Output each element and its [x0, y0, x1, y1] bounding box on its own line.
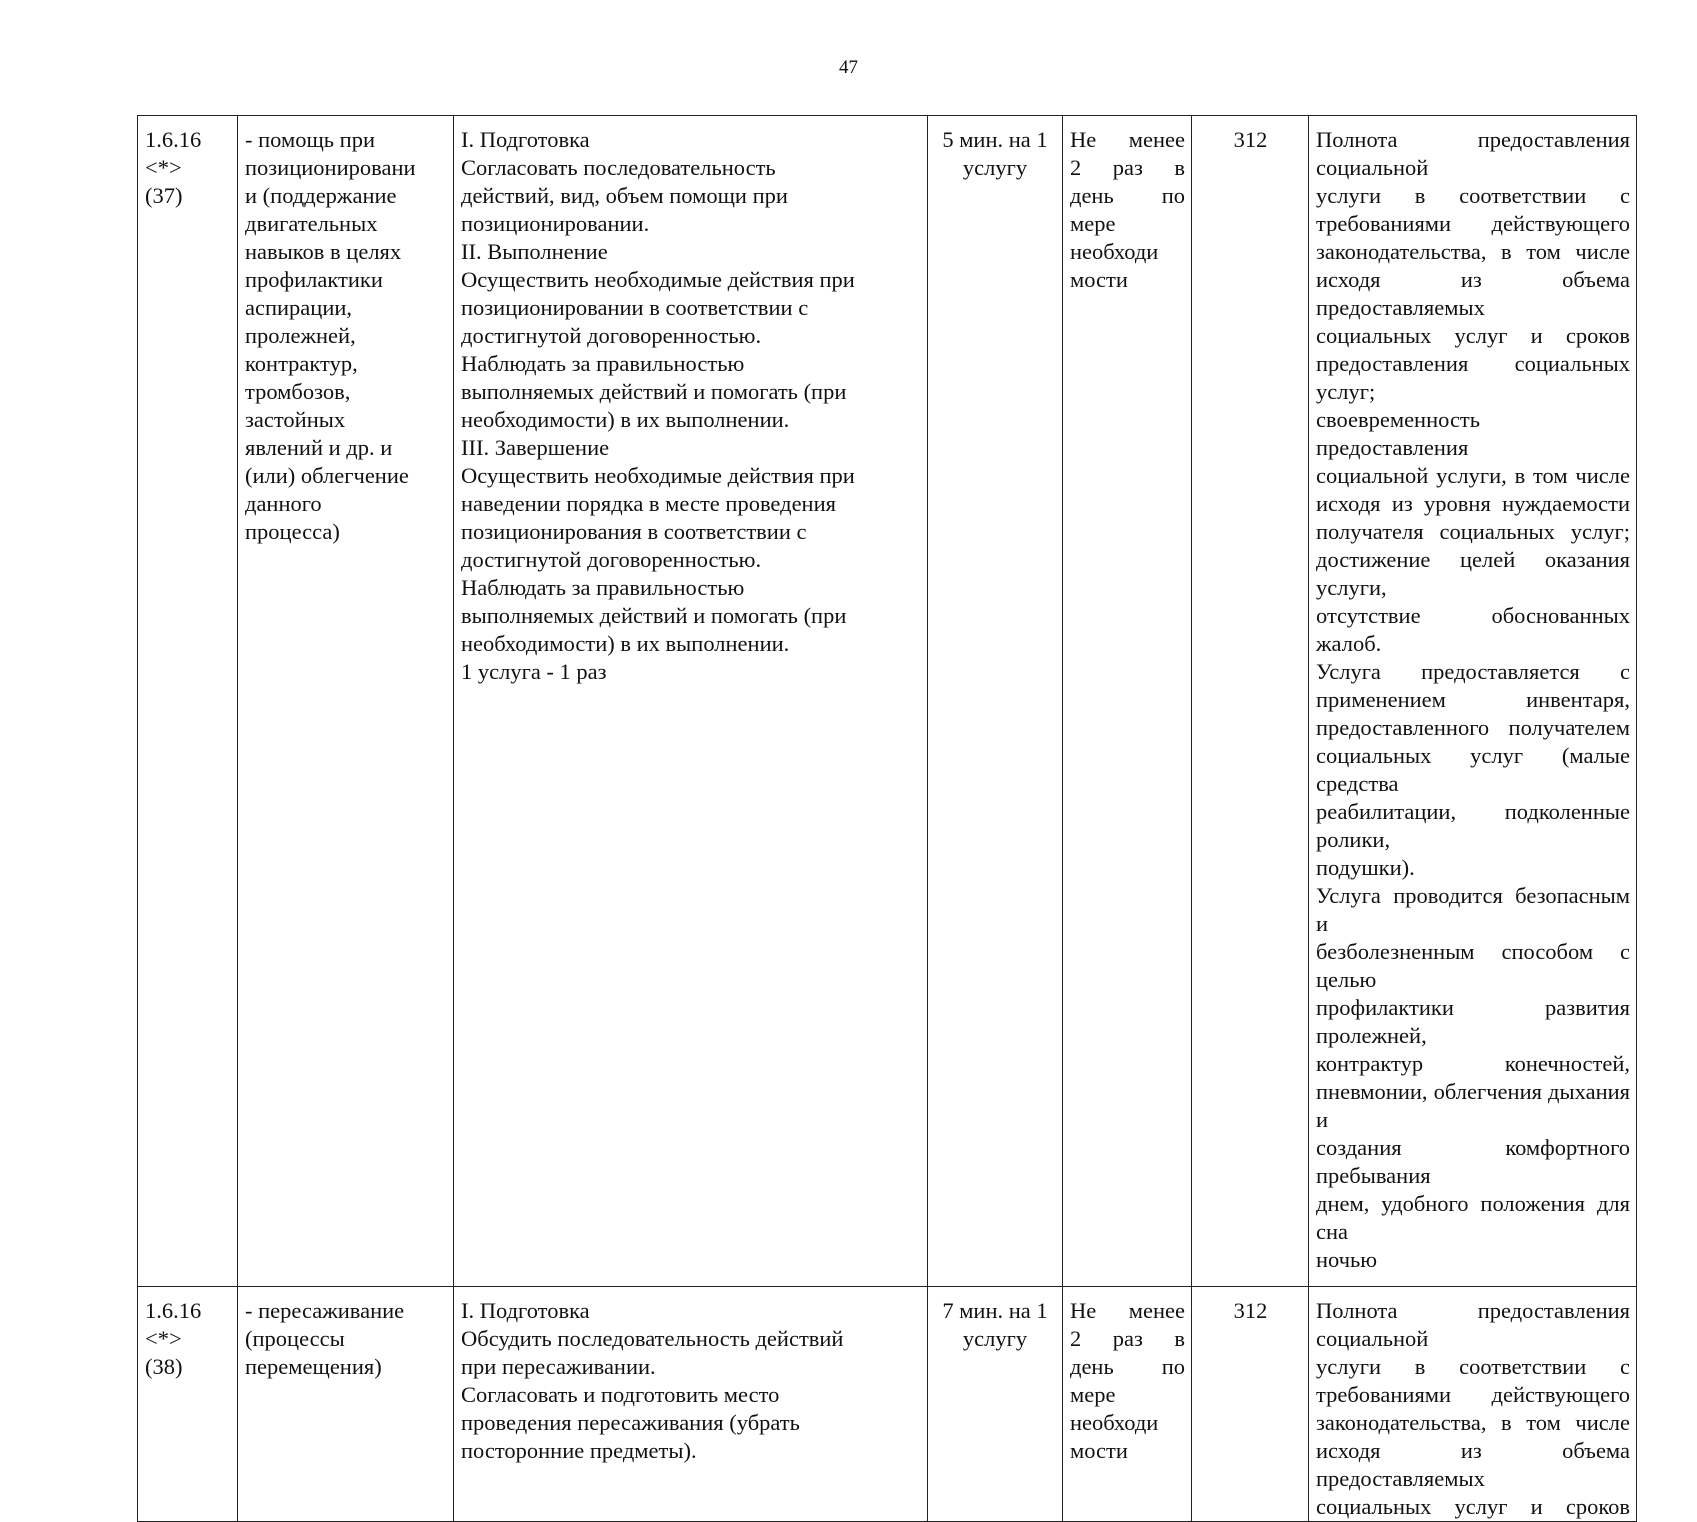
service-code-cell — [138, 1287, 238, 1522]
name-line: процесса) — [245, 519, 340, 544]
code-line: <*> — [145, 155, 182, 180]
service-frequency-cell — [1063, 116, 1192, 1287]
time-line: услугу — [962, 155, 1028, 180]
code-line: <*> — [145, 1326, 182, 1351]
name-line: позиционировани — [245, 155, 416, 180]
frequency-line: необходи — [1070, 1410, 1159, 1435]
conditions-line: достижение целей оказания услуги, — [1316, 547, 1630, 600]
description-line: необходимости) в их выполнении. — [461, 407, 790, 432]
service-time-cell — [928, 116, 1063, 1287]
conditions-line: реабилитации, подколенные ролики, — [1316, 799, 1630, 852]
name-line: застойных — [245, 407, 346, 432]
conditions-line: подушки). — [1316, 855, 1415, 880]
table-row — [138, 116, 1637, 1287]
page-number: 47 — [839, 57, 858, 78]
name-line: данного — [245, 491, 322, 516]
name-line: (процессы — [245, 1326, 345, 1351]
conditions-line: Услуга предоставляется с — [1316, 659, 1630, 684]
conditions-line: применением инвентаря, — [1316, 687, 1630, 712]
service-description-cell — [454, 116, 928, 1287]
frequency-line: мере — [1070, 211, 1116, 236]
conditions-line: предоставления социальных услуг; — [1316, 351, 1630, 404]
services-table — [137, 115, 1637, 1522]
conditions-line: Услуга проводится безопасным и — [1316, 883, 1630, 936]
code-line: 1.6.16 — [145, 127, 202, 152]
name-line: (или) облегчение — [245, 463, 409, 488]
conditions-line: Полнота предоставления социальной — [1316, 1298, 1630, 1351]
conditions-line: отсутствие обоснованных жалоб. — [1316, 603, 1630, 656]
service-name-cell — [238, 116, 454, 1287]
service-description-cell — [454, 1287, 928, 1522]
conditions-line: получателя социальных услуг; — [1316, 519, 1630, 544]
description-line: достигнутой договоренностью. — [461, 323, 762, 348]
description-line: 1 услуга - 1 раз — [461, 659, 607, 684]
conditions-line: услуги в соответствии с — [1316, 183, 1630, 208]
conditions-line: исходя из объема предоставляемых — [1316, 1438, 1630, 1491]
name-line: контрактур, — [245, 351, 358, 376]
time-line: 5 мин. на 1 — [942, 127, 1048, 152]
frequency-line: необходи — [1070, 239, 1159, 264]
name-line: и (поддержание — [245, 183, 397, 208]
frequency-line: день по — [1070, 1354, 1185, 1379]
service-code-cell — [138, 116, 238, 1287]
conditions-line: требованиями действующего — [1316, 211, 1630, 236]
name-line: профилактики — [245, 267, 383, 292]
conditions-line: законодательства, в том числе — [1316, 1410, 1630, 1435]
conditions-line: законодательства, в том числе — [1316, 239, 1630, 264]
conditions-line: пневмонии, облегчения дыхания и — [1316, 1079, 1630, 1132]
frequency-line: Не менее — [1070, 1298, 1185, 1323]
description-line: Осуществить необходимые действия при — [461, 463, 855, 488]
name-line: - помощь при — [245, 127, 376, 152]
frequency-line: Не менее — [1070, 127, 1185, 152]
conditions-line: безболезненным способом с целью — [1316, 939, 1630, 992]
time-line: услугу — [962, 1326, 1028, 1351]
conditions-line: социальных услуг и сроков — [1316, 323, 1630, 348]
name-line: перемещения) — [245, 1354, 382, 1379]
service-name-cell — [238, 1287, 454, 1522]
description-line: проведения пересаживания (убрать — [461, 1410, 800, 1435]
description-line: необходимости) в их выполнении. — [461, 631, 790, 656]
description-line: действий, вид, объем помощи при — [461, 183, 788, 208]
service-time-cell — [928, 1287, 1063, 1522]
service-conditions-cell — [1309, 1287, 1637, 1522]
name-line: аспирации, — [245, 295, 353, 320]
description-line: выполняемых действий и помогать (при — [461, 379, 847, 404]
conditions-line: исходя из уровня нуждаемости — [1316, 491, 1630, 516]
name-line: пролежней, — [245, 323, 356, 348]
description-line: Наблюдать за правильностью — [461, 351, 745, 376]
description-line: при пересаживании. — [461, 1354, 656, 1379]
description-line: выполняемых действий и помогать (при — [461, 603, 847, 628]
description-line: посторонние предметы). — [461, 1438, 697, 1463]
description-line: позиционировании в соответствии с — [461, 295, 809, 320]
description-line: Наблюдать за правильностью — [461, 575, 745, 600]
name-line: навыков в целях — [245, 239, 402, 264]
frequency-line: день по — [1070, 183, 1185, 208]
conditions-line: требованиями действующего — [1316, 1382, 1630, 1407]
table-row — [138, 1287, 1637, 1522]
description-line: Согласовать и подготовить место — [461, 1382, 780, 1407]
conditions-line: исходя из объема предоставляемых — [1316, 267, 1630, 320]
conditions-line: предоставленного получателем — [1316, 715, 1630, 740]
description-line: Обсудить последовательность действий — [461, 1326, 844, 1351]
conditions-line: ночью — [1316, 1247, 1378, 1272]
description-line: I. Подготовка — [461, 127, 590, 152]
conditions-line: услуги в соответствии с — [1316, 1354, 1630, 1379]
time-line: 7 мин. на 1 — [942, 1298, 1048, 1323]
conditions-line: своевременность предоставления — [1316, 407, 1481, 460]
conditions-line: Полнота предоставления социальной — [1316, 127, 1630, 180]
description-line: достигнутой договоренностью. — [461, 547, 762, 572]
frequency-line: 2 раз в — [1070, 155, 1185, 180]
conditions-line: профилактики развития пролежней, — [1316, 995, 1630, 1048]
conditions-line: днем, удобного положения для сна — [1316, 1191, 1630, 1244]
code-line: (38) — [145, 1354, 183, 1379]
description-line: позиционировании. — [461, 211, 650, 236]
description-line: III. Завершение — [461, 435, 610, 460]
service-frequency-cell — [1063, 1287, 1192, 1522]
description-line: позиционирования в соответствии с — [461, 519, 807, 544]
frequency-line: мере — [1070, 1382, 1116, 1407]
conditions-line: социальных услуг и сроков — [1316, 1494, 1630, 1519]
name-line: двигательных — [245, 211, 378, 236]
conditions-line: социальных услуг (малые средства — [1316, 743, 1630, 796]
name-line: тромбозов, — [245, 379, 351, 404]
description-line: наведении порядка в месте проведения — [461, 491, 836, 516]
description-line: II. Выполнение — [461, 239, 608, 264]
service-conditions-cell — [1309, 116, 1637, 1287]
frequency-line: мости — [1070, 267, 1128, 292]
code-line: (37) — [145, 183, 183, 208]
frequency-line: мости — [1070, 1438, 1128, 1463]
name-line: - пересаживание — [245, 1298, 405, 1323]
service-quantity-cell: 312 — [1192, 116, 1309, 1287]
conditions-line: социальной услуги, в том числе — [1316, 463, 1630, 488]
code-line: 1.6.16 — [145, 1298, 202, 1323]
description-line: I. Подготовка — [461, 1298, 590, 1323]
conditions-line: контрактур конечностей, — [1316, 1051, 1630, 1076]
frequency-line: 2 раз в — [1070, 1326, 1185, 1351]
description-line: Согласовать последовательность — [461, 155, 776, 180]
description-line: Осуществить необходимые действия при — [461, 267, 855, 292]
name-line: явлений и др. и — [245, 435, 393, 460]
service-quantity-cell: 312 — [1192, 1287, 1309, 1522]
conditions-line: создания комфортного пребывания — [1316, 1135, 1630, 1188]
